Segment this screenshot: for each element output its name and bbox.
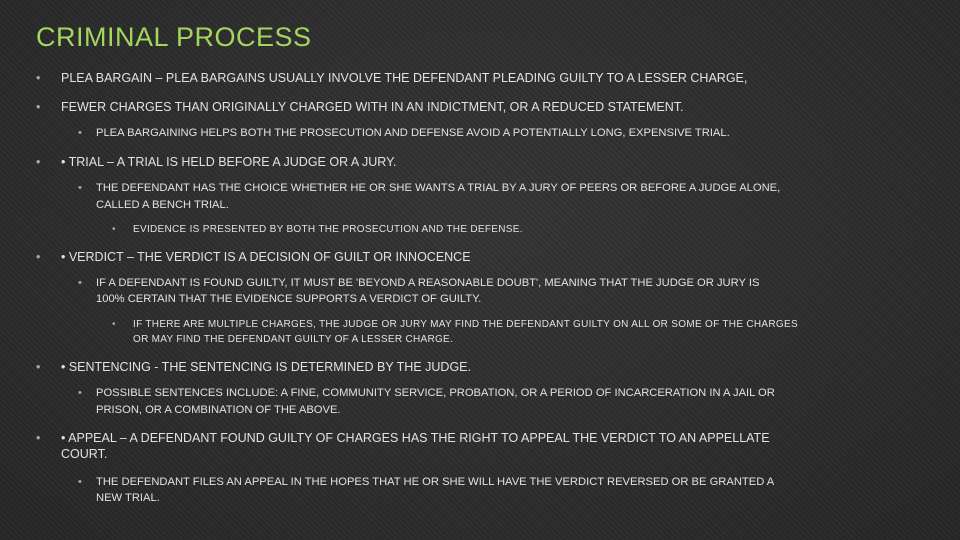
- verdict-sub-line-2: 100% CERTAIN THAT THE EVIDENCE SUPPORTS A VERDICT OF GUILTY.: [96, 293, 482, 305]
- appeal-line-2: COURT.: [61, 447, 108, 461]
- trial-evidence-text: EVIDENCE IS PRESENTED BY BOTH THE PROSECUTION AND THE DEFENSE.: [133, 224, 523, 235]
- bullet-icon: •: [78, 387, 82, 399]
- sentencing-sub-line-2: PRISON, OR A COMBINATION OF THE ABOVE.: [96, 404, 341, 416]
- bullet-icon: •: [36, 155, 41, 169]
- bullet-icon: •: [36, 250, 41, 264]
- fewer-charges-text: FEWER CHARGES THAN ORIGINALLY CHARGED WITH IN AN INDICTMENT, OR A REDUCED STATEMENT.: [61, 100, 684, 114]
- trial-sub-line-1: THE DEFENDANT HAS THE CHOICE WHETHER HE OR SHE WANTS A TRIAL BY A JURY OF PEERS OR BEFORE A JUDGE ALONE,: [96, 182, 781, 194]
- bullet-icon: •: [36, 431, 41, 445]
- appeal-sub-line-1: THE DEFENDANT FILES AN APPEAL IN THE HOPES THAT HE OR SHE WILL HAVE THE VERDICT REVERSED OR BE GRANTED A: [96, 476, 775, 488]
- plea-bargain-text: PLEA BARGAIN – PLEA BARGAINS USUALLY INVOLVE THE DEFENDANT PLEADING GUILTY TO A LESSER CHARGE,: [61, 71, 748, 85]
- bullet-icon: •: [36, 360, 41, 374]
- verdict-text: • VERDICT – THE VERDICT IS A DECISION OF GUILT OR INNOCENCE: [61, 250, 471, 264]
- plea-bargaining-sub: PLEA BARGAINING HELPS BOTH THE PROSECUTION AND DEFENSE AVOID A POTENTIALLY LONG, EXPENSIVE TRIAL.: [96, 127, 730, 139]
- bullet-icon: •: [112, 319, 116, 330]
- bullet-icon: •: [36, 71, 41, 85]
- appeal-line-1: • APPEAL – A DEFENDANT FOUND GUILTY OF CHARGES HAS THE RIGHT TO APPEAL THE VERDICT TO AN APPELLATE: [61, 431, 770, 445]
- trial-sub-line-2: CALLED A BENCH TRIAL.: [96, 199, 229, 211]
- sentencing-text: • SENTENCING - THE SENTENCING IS DETERMINED BY THE JUDGE.: [61, 360, 471, 374]
- trial-text: • TRIAL – A TRIAL IS HELD BEFORE A JUDGE OR A JURY.: [61, 155, 397, 169]
- bullet-icon: •: [78, 182, 82, 194]
- bullet-icon: •: [78, 277, 82, 289]
- verdict-charges-line-1: IF THERE ARE MULTIPLE CHARGES, THE JUDGE OR JURY MAY FIND THE DEFENDANT GUILTY ON ALL OR SOME OF THE CHARGES: [133, 319, 798, 330]
- bullet-icon: •: [112, 224, 116, 235]
- page-title: CRIMINAL PROCESS: [36, 22, 312, 52]
- bullet-icon: •: [78, 127, 82, 139]
- appeal-sub-line-2: NEW TRIAL.: [96, 492, 160, 504]
- verdict-charges-line-2: OR MAY FIND THE DEFENDANT GUILTY OF A LESSER CHARGE.: [133, 334, 454, 345]
- verdict-sub-line-1: IF A DEFENDANT IS FOUND GUILTY, IT MUST BE 'BEYOND A REASONABLE DOUBT', MEANING THAT THE JUDGE OR JURY IS: [96, 277, 760, 289]
- bullet-icon: •: [78, 476, 82, 488]
- sentencing-sub-line-1: POSSIBLE SENTENCES INCLUDE: A FINE, COMMUNITY SERVICE, PROBATION, OR A PERIOD OF INCARCERATION IN A JAIL OR: [96, 387, 775, 399]
- bullet-icon: •: [36, 100, 41, 114]
